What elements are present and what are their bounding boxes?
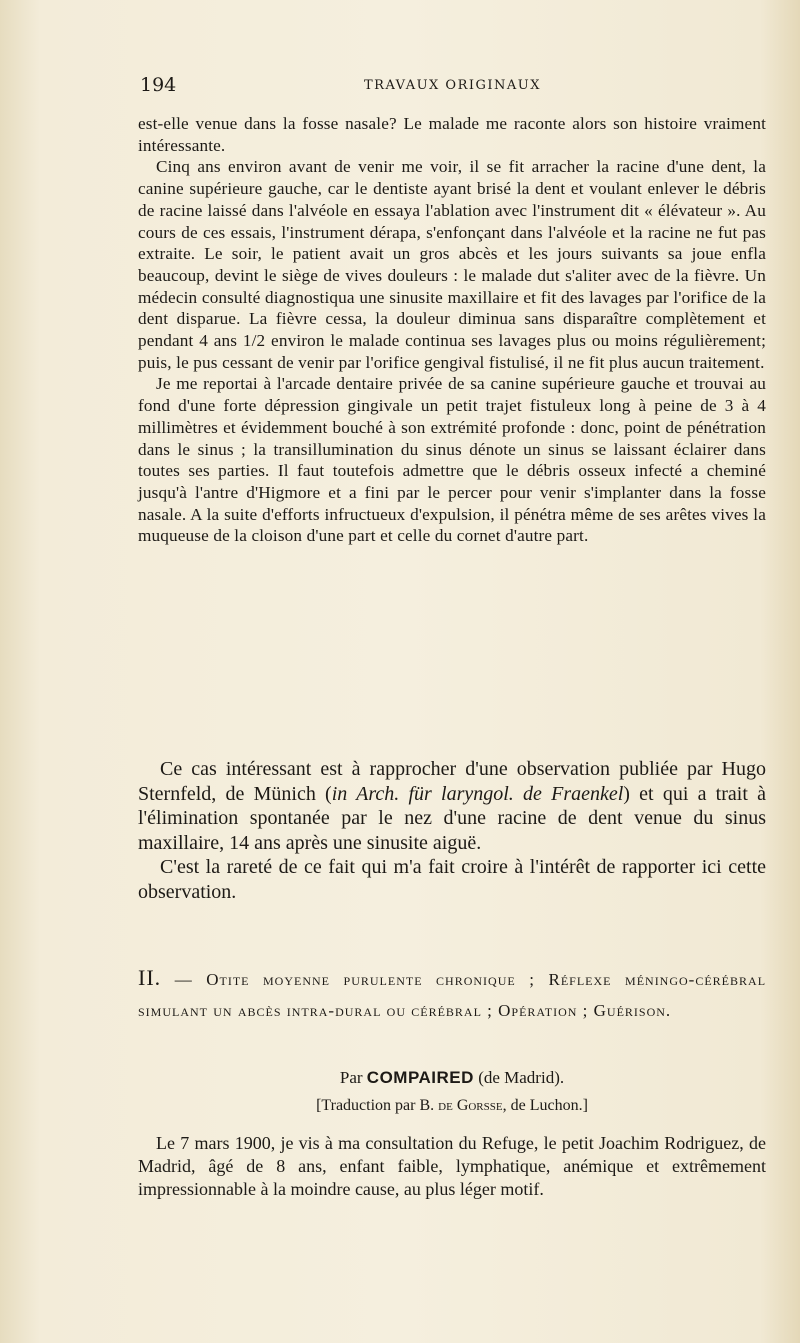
translation-particle: de — [438, 1097, 453, 1114]
text-span: Ce cas intéressant est à rapprocher d'une observation publiée par Hugo Sternfeld, de Münich ( — [138, 758, 766, 805]
paragraph: est-elle venue dans la fosse nasale? Le malade me raconte alors son histoire vraiment intéressante. — [138, 114, 766, 155]
author-suffix: (de Madrid). — [478, 1068, 565, 1087]
author-name: COMPAIRED — [366, 1068, 474, 1087]
translation-line — [138, 1097, 766, 1115]
citation: in Arch. für laryngol. de Fraenkel — [331, 782, 624, 805]
section-dash: — — [174, 970, 193, 989]
section-heading — [138, 962, 766, 1026]
section-title-part: Otite moyenne purulente chronique ; — [206, 970, 535, 989]
author-line — [138, 1068, 766, 1088]
section-number: II. — [138, 965, 162, 990]
paragraph: Cinq ans environ avant de venir me voir, il se fit arracher la racine d'une dent, la canine supérieure gauche, car le dentiste ayant brisé la dent et voulant enlever le débris de racine laissé dans l'alvéole en essaya l'ablation avec l'instrument dit « élévateur ». Au cours de ces essais, l'instrument dérapa, s'enfonçant dans l'alvéole et la racine ne fut pas extraite. Le soir, le patient avait un gros abcès et les jours suivants sa joue enfla beaucoup, devint le siège de vives douleurs : le malade dut s'aliter avec de la fièvre. Un médecin consulté diagnostiqua une sinusite maxillaire et fit des lavages par l'orifice de la dent disparue. La fièvre cessa, la douleur diminua sans disparaître complètement et pendant 4 ans 1/2 environ le malade continua ses lavages plus ou moins régulièrement; puis, le pus cessant de venir par l'orifice gengival fistulisé, il ne fit plus aucun traitement. — [138, 157, 766, 372]
paragraph — [138, 757, 766, 855]
body-text — [138, 113, 766, 547]
page-number: 194 — [140, 74, 177, 96]
translation-text: , de Luchon.] — [502, 1097, 588, 1114]
text-span: ) et qui a trait à l'élimination spontanée par le nez d'une racine de dent venue du sinus maxillaire, 14 ans après une sinusite aiguë. — [138, 782, 766, 854]
paragraph: Je me reportai à l'arcade dentaire privée de sa canine supérieure gauche et trouvai au fond d'une forte dépression gingivale un petit trajet fistuleux long à peine de 3 à 4 millimètres et évidemment bouché à son extrémité profonde : donc, point de pénétration dans le sinus ; la transillumination du sinus dénote un sinus se laissant éclairer dans toutes ses parties. Il faut toutefois admettre que le débris osseux infecté a cheminé jusqu'à l'antre d'Higmore et a fini par le percer pour venir s'implanter dans la fosse nasale. A la suite d'efforts infructueux d'expulsion, il pénétra même de ses arêtes vives la muqueuse de la cloison d'une part et celle du cornet d'autre part. — [138, 374, 766, 546]
section-title-part: Réflexe méningo-cérébral simulant un abcès intra-dural ou cérébral ; — [138, 970, 767, 1020]
running-title: TRAVAUX ORIGINAUX — [363, 78, 541, 93]
paragraph: C'est la rareté de ce fait qui m'a fait croire à l'intérêt de rapporter ici cette observation. — [138, 856, 766, 903]
translator-name: Gorsse — [456, 1097, 503, 1114]
section-title-part: Guérison. — [593, 1001, 672, 1020]
case-text — [138, 1132, 766, 1201]
section-title-part: Opération ; — [498, 1001, 589, 1020]
discussion-text — [138, 757, 766, 904]
translation-text: [Traduction par B. — [316, 1097, 435, 1114]
author-prefix: Par — [339, 1068, 363, 1087]
paragraph: Le 7 mars 1900, je vis à ma consultation du Refuge, le petit Joachim Rodriguez, de Madrid, âgé de 8 ans, enfant faible, lymphatique, anémique et extrêmement impressionnable à la moindre cause, au plus léger motif. — [138, 1133, 766, 1199]
page-header — [140, 74, 765, 98]
